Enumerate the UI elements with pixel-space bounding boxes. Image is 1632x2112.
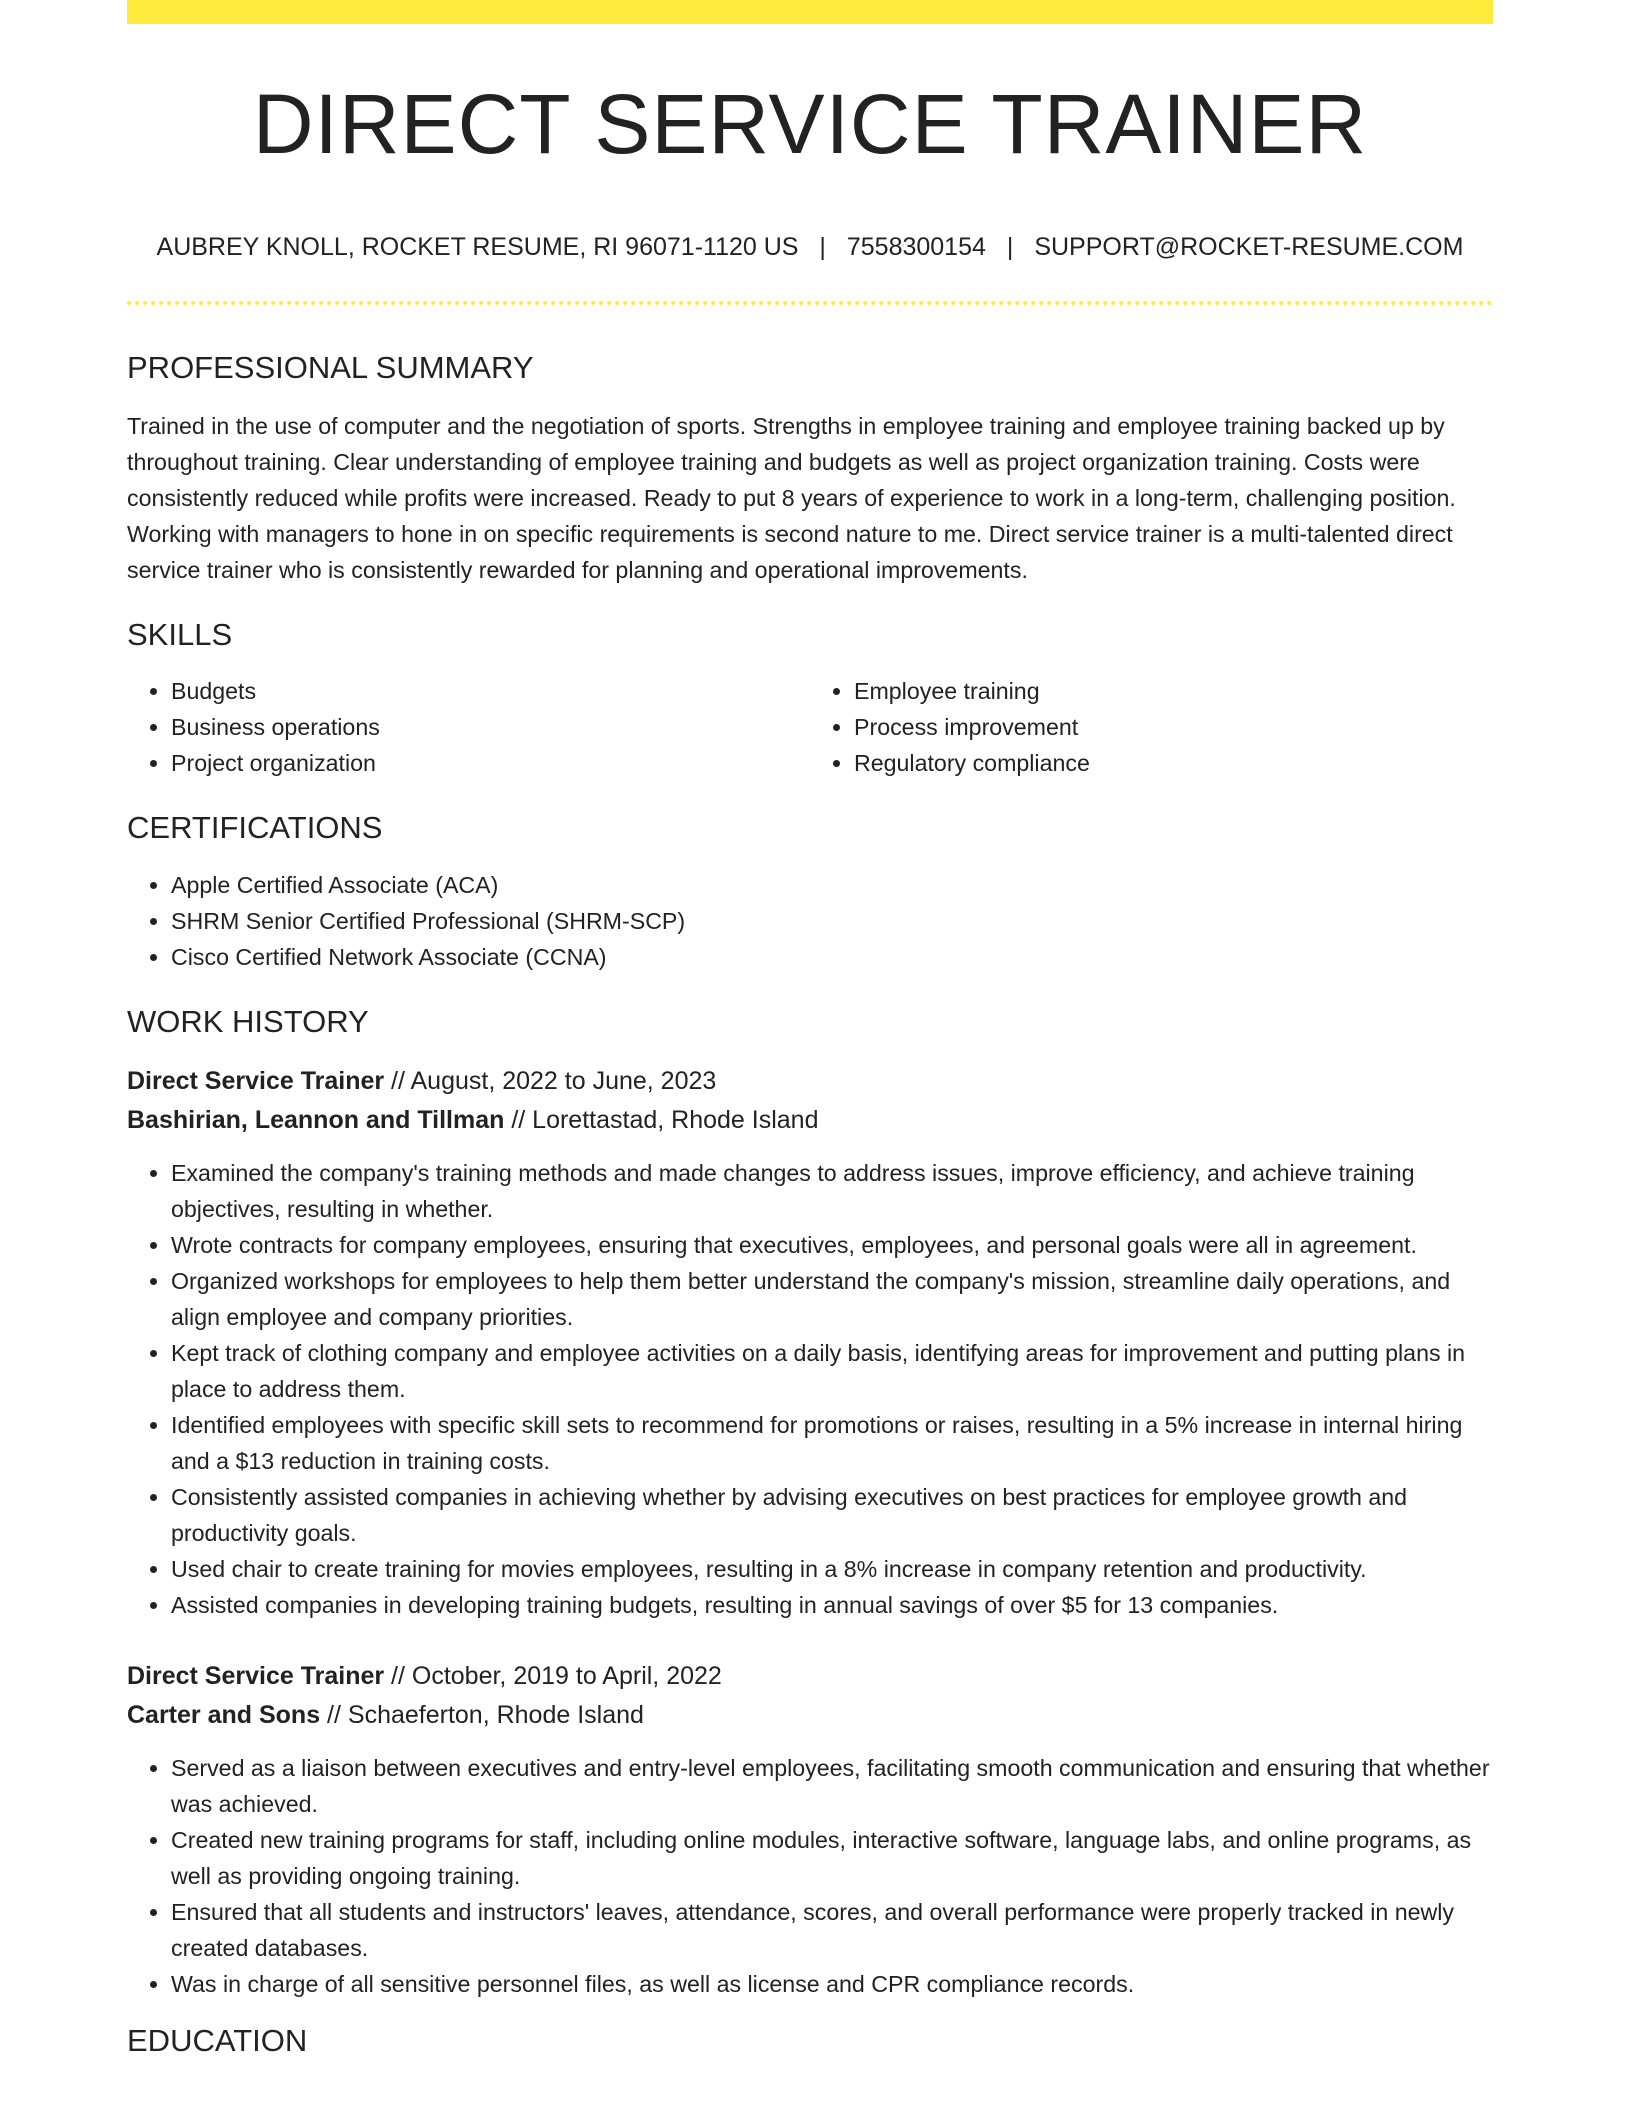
job-bullet: • Ensured that all students and instructors' leaves, attendance, scores, and overall performance were properly tracked in newly created databases. <box>171 1894 1493 1966</box>
skill-item: • Project organization <box>171 745 810 781</box>
work-history-heading: WORK HISTORY <box>127 1003 369 1039</box>
job-location: // Lorettastad, Rhode Island <box>504 1105 819 1134</box>
summary-text: Trained in the use of computer and the negotiation of sports. Strengths in employee training and employee training backed up by throughout training. Clear understanding of employee training and budgets as well as project organization training. Costs were consistently reduced while profits were increased. Ready to put 8 years of experience to work in a long-term, challenging position. Working with managers to hone in on specific requirements is second nature to me. Direct service trainer is a multi-talented direct service trainer who is consistently rewarded for planning and operational improvements. <box>127 413 1456 584</box>
certification-item: • Cisco Certified Network Associate (CCNA) <box>171 939 1493 975</box>
job-bullet: • Created new training programs for staff, including online modules, interactive software, language labs, and online programs, as well as providing ongoing training. <box>171 1822 1493 1894</box>
job-role: Direct Service Trainer <box>127 1066 385 1095</box>
dotted-divider <box>127 301 1493 305</box>
certifications-list <box>127 867 1493 975</box>
job-entry <box>127 1062 1493 1623</box>
contact-address: AUBREY KNOLL, ROCKET RESUME, RI 96071-1120 US <box>156 233 799 261</box>
skills-list-left <box>127 673 810 781</box>
contact-email: SUPPORT@ROCKET-RESUME.COM <box>1034 233 1464 261</box>
job-company-line <box>127 1101 1493 1140</box>
contact-line <box>127 232 1493 262</box>
skill-item: • Process improvement <box>854 709 1493 745</box>
skills-list-right <box>810 673 1493 781</box>
job-company: Bashirian, Leannon and Tillman <box>127 1105 505 1134</box>
job-bullet: • Used chair to create training for movies employees, resulting in a 8% increase in company retention and productivity. <box>171 1551 1493 1587</box>
contact-separator: | <box>1006 233 1014 261</box>
job-bullet-list <box>127 1750 1493 2002</box>
certifications-heading: CERTIFICATIONS <box>127 810 383 846</box>
job-dates: // October, 2019 to April, 2022 <box>384 1661 722 1690</box>
job-role: Direct Service Trainer <box>127 1661 385 1690</box>
skills-columns <box>127 673 1493 781</box>
job-company-line <box>127 1696 1493 1735</box>
job-bullet: • Was in charge of all sensitive personnel files, as well as license and CPR compliance records. <box>171 1966 1493 2002</box>
contact-separator: | <box>819 233 826 261</box>
resume-content <box>127 0 1493 2059</box>
job-location: // Schaeferton, Rhode Island <box>320 1700 644 1729</box>
top-accent-bar <box>127 0 1493 24</box>
skill-item: • Business operations <box>171 709 810 745</box>
job-bullet-list <box>127 1155 1493 1623</box>
job-bullet: • Identified employees with specific skill sets to recommend for promotions or raises, resulting in a 5% increase in internal hiring and a $13 reduction in training costs. <box>171 1407 1493 1479</box>
summary-heading: PROFESSIONAL SUMMARY <box>127 350 534 385</box>
job-title-line <box>127 1657 1493 1696</box>
contact-phone: 7558300154 <box>846 233 986 261</box>
resume-title: DIRECT SERVICE TRAINER <box>252 77 1368 171</box>
job-bullet: • Organized workshops for employees to help them better understand the company's mission, streamline daily operations, and align employee and company priorities. <box>171 1263 1493 1335</box>
education-heading: EDUCATION <box>127 2022 308 2058</box>
certification-item: • Apple Certified Associate (ACA) <box>171 867 1493 903</box>
job-bullet: • Assisted companies in developing training budgets, resulting in annual savings of over $5 for 13 companies. <box>171 1587 1493 1623</box>
job-dates: // August, 2022 to June, 2023 <box>384 1066 717 1095</box>
job-entry <box>127 1657 1493 2002</box>
job-title-line <box>127 1062 1493 1101</box>
job-bullet: • Served as a liaison between executives and entry-level employees, facilitating smooth communication and ensuring that whether was achieved. <box>171 1750 1493 1822</box>
job-company: Carter and Sons <box>127 1700 321 1729</box>
skill-item: • Budgets <box>171 673 810 709</box>
job-bullet: • Kept track of clothing company and employee activities on a daily basis, identifying areas for improvement and putting plans in place to address them. <box>171 1335 1493 1407</box>
skills-heading: SKILLS <box>127 617 233 653</box>
job-bullet: • Wrote contracts for company employees, ensuring that executives, employees, and personal goals were all in agreement. <box>171 1227 1493 1263</box>
certification-item: • SHRM Senior Certified Professional (SHRM-SCP) <box>171 903 1493 939</box>
job-bullet: • Consistently assisted companies in achieving whether by advising executives on best practices for employee growth and productivity goals. <box>171 1479 1493 1551</box>
skill-item: • Employee training <box>854 673 1493 709</box>
skill-item: • Regulatory compliance <box>854 745 1493 781</box>
job-bullet: • Examined the company's training methods and made changes to address issues, improve efficiency, and achieve training objectives, resulting in whether. <box>171 1155 1493 1227</box>
